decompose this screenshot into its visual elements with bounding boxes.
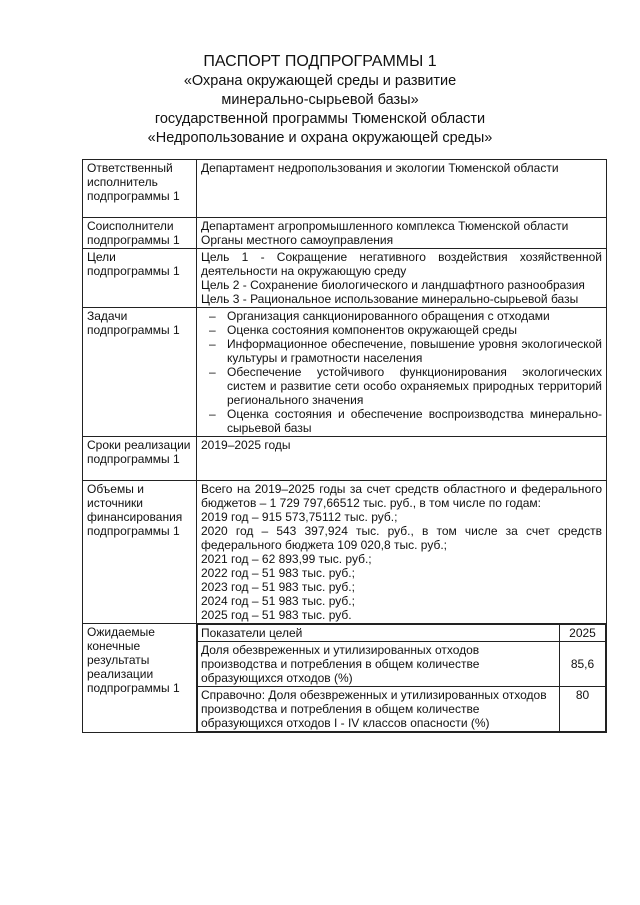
terms-value: 2019–2025 годы (197, 437, 607, 481)
row-goals (83, 249, 607, 308)
results-head-indicator: Показатели целей (198, 625, 560, 642)
funding-year: 2025 год – 51 983 тыс. руб. (201, 608, 352, 622)
funding-year: 2020 год – 543 397,924 тыс. руб., в том числе за счет средств федерального бюджета 109 020,8 тыс. руб.; (201, 524, 602, 552)
funding-value (197, 481, 607, 624)
indicator-2: Справочно: Доля обезвреженных и утилизированных отходов производства и потребления в общем количестве образующихся отходов I - IV классов опасности (%) (198, 687, 560, 732)
coexecutor-2: Органы местного самоуправления (201, 233, 394, 247)
executor-label: Ответственный исполнитель подпрограммы 1 (83, 160, 197, 218)
row-tasks (83, 308, 607, 437)
funding-total: Всего на 2019–2025 годы за счет средств областного и федерального бюджетов – 1 729 797,66512 тыс. руб., в том числе по годам: (201, 482, 602, 510)
row-coexecutors (83, 218, 607, 249)
document-title: ПАСПОРТ ПОДПРОГРАММЫ 1 (203, 53, 437, 70)
results-head-year: 2025 (560, 625, 606, 642)
passport-table (82, 159, 607, 733)
goal-item: Цель 1 - Сокращение негативного воздействия хозяйственной деятельности на окружающую среду (201, 250, 602, 278)
results-row (198, 642, 606, 687)
funding-label: Объемы и источники финансирования подпрограммы 1 (83, 481, 197, 624)
results-table (197, 624, 606, 732)
goals-value (197, 249, 607, 308)
tasks-value (197, 308, 607, 437)
indicator-1: Доля обезвреженных и утилизированных отходов производства и потребления в общем количестве образующихся отходов (%) (198, 642, 560, 687)
coexecutor-1: Департамент агропромышленного комплекса Тюменской области (201, 219, 569, 233)
row-executor (83, 160, 607, 218)
row-terms (83, 437, 607, 481)
row-funding (83, 481, 607, 624)
tasks-list (201, 309, 602, 435)
task-item: – Обеспечение устойчивого функционирования экологических систем и развитие сети особо охраняемых природных территорий регионального значения (205, 365, 602, 407)
goals-label: Цели подпрограммы 1 (83, 249, 197, 308)
task-item: – Информационное обеспечение, повышение уровня экологической культуры и грамотности населения (205, 337, 602, 365)
funding-year: 2022 год – 51 983 тыс. руб.; (201, 566, 355, 580)
coexecutors-label: Соисполнители подпрограммы 1 (83, 218, 197, 249)
results-value (197, 624, 607, 733)
indicator-2-value: 80 (560, 687, 606, 732)
results-label: Ожидаемые конечные результаты реализации подпрограммы 1 (83, 624, 197, 733)
coexecutors-value (197, 218, 607, 249)
funding-year: 2021 год – 62 893,99 тыс. руб.; (201, 552, 372, 566)
title-line-3: государственной программы Тюменской области (154, 111, 486, 127)
funding-year: 2019 год – 915 573,75112 тыс. руб.; (201, 510, 398, 524)
funding-year: 2024 год – 51 983 тыс. руб.; (201, 594, 355, 608)
title-line-2: минерально-сырьевой базы» (221, 92, 419, 108)
goal-item: Цель 2 - Сохранение биологического и ландшафтного разнообразия (201, 278, 585, 292)
row-results (83, 624, 607, 733)
indicator-1-value: 85,6 (560, 642, 606, 687)
title-line-4: «Недропользование и охрана окружающей среды» (147, 130, 493, 146)
task-item: – Оценка состояния компонентов окружающей среды (205, 323, 602, 337)
funding-year: 2023 год – 51 983 тыс. руб.; (201, 580, 355, 594)
document-header (0, 52, 640, 148)
results-row (198, 687, 606, 732)
goal-item: Цель 3 - Рациональное использование минерально-сырьевой базы (201, 292, 579, 306)
tasks-label: Задачи подпрограммы 1 (83, 308, 197, 437)
terms-label: Сроки реализации подпрограммы 1 (83, 437, 197, 481)
title-line-1: «Охрана окружающей среды и развитие (183, 73, 457, 89)
task-item: – Организация санкционированного обращения с отходами (205, 309, 602, 323)
results-head-row (198, 625, 606, 642)
task-item: – Оценка состояния и обеспечение воспроизводства минерально-сырьевой базы (205, 407, 602, 435)
executor-value: Департамент недропользования и экологии Тюменской области (197, 160, 607, 218)
